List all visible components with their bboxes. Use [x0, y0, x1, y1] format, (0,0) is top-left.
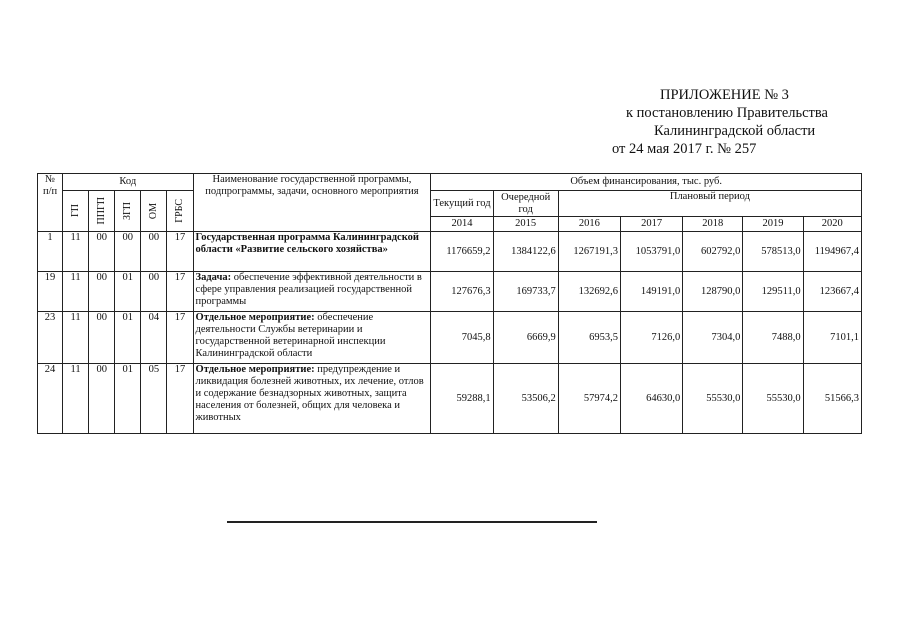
table-row [38, 364, 862, 434]
code-ppgp: 00 [89, 232, 115, 272]
bottom-rule [227, 521, 597, 523]
col-zgp-header: ЗГП [115, 191, 141, 232]
item-name: Отдельное мероприятие: предупреждение и ликвидация болезней животных, их лечение, отлов и содержание безнадзорных животных, защита населения от болезней, общих для человека и животных [193, 364, 431, 434]
code-grbs: 17 [167, 232, 193, 272]
year-2015: 2015 [493, 217, 558, 232]
value-2019: 55530,0 [743, 364, 803, 434]
value-2019: 578513,0 [743, 232, 803, 272]
col-current-year-header: Текущий год [431, 191, 493, 217]
code-zgp: 00 [115, 232, 141, 272]
col-plan-period-header: Плановый период [558, 191, 861, 217]
code-zgp: 01 [115, 364, 141, 434]
value-2019: 7488,0 [743, 312, 803, 364]
value-2018: 7304,0 [683, 312, 743, 364]
value-2015: 169733,7 [493, 272, 558, 312]
code-om: 05 [141, 364, 167, 434]
value-2020: 7101,1 [803, 312, 861, 364]
row-number: 1 [38, 232, 63, 272]
table-row [38, 272, 862, 312]
value-2014: 7045,8 [431, 312, 493, 364]
code-grbs: 17 [167, 272, 193, 312]
col-number-header: № п/п [38, 174, 63, 232]
col-ppgp-header: ППГП [89, 191, 115, 232]
year-2017: 2017 [620, 217, 682, 232]
row-number: 19 [38, 272, 63, 312]
col-code-header: Код [63, 174, 193, 191]
col-name-header: Наименование государственной программы, подпрограммы, задачи, основного мероприятия [193, 174, 431, 232]
value-2020: 1194967,4 [803, 232, 861, 272]
value-2017: 7126,0 [620, 312, 682, 364]
year-2016: 2016 [558, 217, 620, 232]
value-2015: 53506,2 [493, 364, 558, 434]
code-gp: 11 [63, 312, 89, 364]
col-gp-header: ГП [63, 191, 89, 232]
code-gp: 11 [63, 272, 89, 312]
date-number-line: от 24 мая 2017 г. № 257 [612, 141, 757, 157]
value-2014: 59288,1 [431, 364, 493, 434]
code-gp: 11 [63, 232, 89, 272]
col-next-year-header: Очередной год [493, 191, 558, 217]
region-line: Калининградской области [654, 123, 816, 139]
value-2019: 129511,0 [743, 272, 803, 312]
item-name: Отдельное мероприятие: обеспечение деятельности Службы ветеринарии и государственной ветеринарной инспекции Калининградской области [193, 312, 431, 364]
year-2020: 2020 [803, 217, 861, 232]
row-number: 24 [38, 364, 63, 434]
financing-table [37, 173, 862, 434]
value-2016: 6953,5 [558, 312, 620, 364]
document-header [560, 86, 860, 158]
resolution-line: к постановлению Правительства [626, 105, 828, 121]
value-2016: 132692,6 [558, 272, 620, 312]
code-zgp: 01 [115, 272, 141, 312]
value-2015: 1384122,6 [493, 232, 558, 272]
value-2020: 123667,4 [803, 272, 861, 312]
value-2016: 57974,2 [558, 364, 620, 434]
code-gp: 11 [63, 364, 89, 434]
code-om: 00 [141, 232, 167, 272]
value-2014: 1176659,2 [431, 232, 493, 272]
col-grbs-header: ГРБС [167, 191, 193, 232]
code-grbs: 17 [167, 364, 193, 434]
value-2020: 51566,3 [803, 364, 861, 434]
value-2015: 6669,9 [493, 312, 558, 364]
table-row [38, 232, 862, 272]
value-2017: 149191,0 [620, 272, 682, 312]
code-om: 04 [141, 312, 167, 364]
col-volume-header: Объем финансирования, тыс. руб. [431, 174, 862, 191]
value-2018: 602792,0 [683, 232, 743, 272]
appendix-title: ПРИЛОЖЕНИЕ № 3 [660, 87, 789, 103]
value-2016: 1267191,3 [558, 232, 620, 272]
year-2018: 2018 [683, 217, 743, 232]
value-2017: 1053791,0 [620, 232, 682, 272]
value-2018: 128790,0 [683, 272, 743, 312]
code-zgp: 01 [115, 312, 141, 364]
item-name: Государственная программа Калининградской области «Развитие сельского хозяйства» [193, 232, 431, 272]
value-2017: 64630,0 [620, 364, 682, 434]
code-om: 00 [141, 272, 167, 312]
year-2019: 2019 [743, 217, 803, 232]
row-number: 23 [38, 312, 63, 364]
year-2014: 2014 [431, 217, 493, 232]
table-row [38, 312, 862, 364]
value-2018: 55530,0 [683, 364, 743, 434]
code-grbs: 17 [167, 312, 193, 364]
code-ppgp: 00 [89, 364, 115, 434]
value-2014: 127676,3 [431, 272, 493, 312]
col-om-header: ОМ [141, 191, 167, 232]
code-ppgp: 00 [89, 312, 115, 364]
item-name: Задача: обеспечение эффективной деятельности в сфере управления реализацией государственной программы [193, 272, 431, 312]
code-ppgp: 00 [89, 272, 115, 312]
